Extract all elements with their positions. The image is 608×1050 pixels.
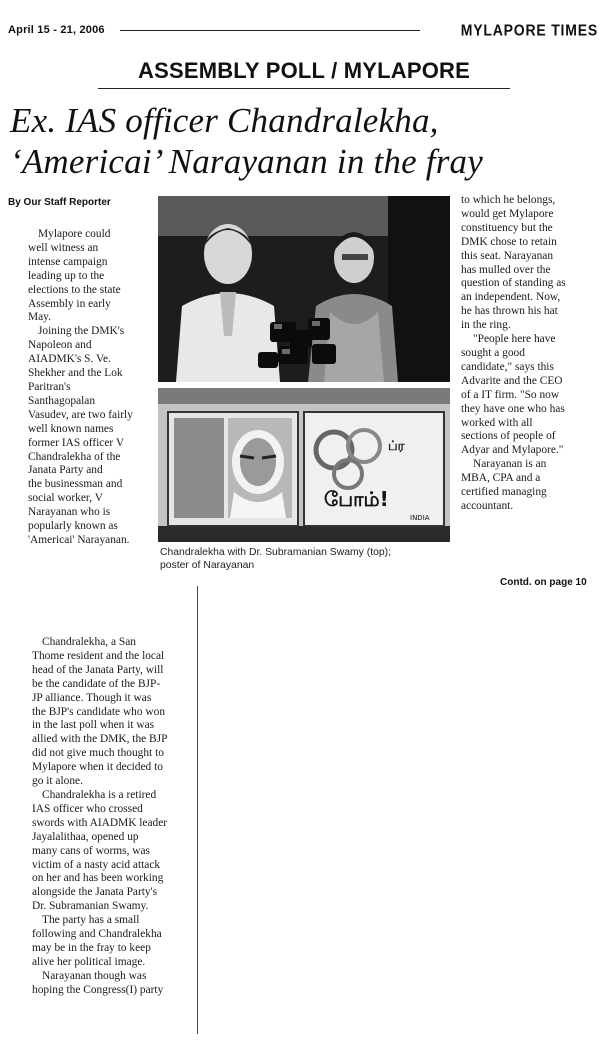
text-line: in the ring. [461, 319, 511, 332]
header-rule [120, 30, 420, 31]
text-line: Narayanan is an [473, 458, 547, 471]
text-line: Narayanan who is [28, 506, 111, 519]
text-line: intense campaign [28, 255, 108, 268]
byline: By Our Staff Reporter [8, 197, 111, 208]
text-line: Mylapore when it decided to [32, 761, 163, 774]
text-line: has mulled over the [461, 263, 551, 276]
text-line: go it alone. [32, 775, 83, 788]
text-line: hoping the Congress(I) party [32, 983, 164, 996]
text-line: sought a good [461, 346, 525, 359]
text-line: Joining the DMK's [38, 325, 125, 338]
text-line: popularly known as [28, 520, 118, 533]
text-line: JP alliance. Though it was [32, 691, 152, 704]
text-line: elections to the state [28, 283, 121, 296]
article-column-1 [28, 228, 158, 548]
text-line: "People here have [473, 333, 556, 346]
section-underline [98, 88, 510, 89]
text-line: be the candidate of the BJP- [32, 677, 161, 690]
text-line: constituency but the [461, 221, 553, 234]
text-line: MBA, CPA and a [461, 472, 541, 485]
headline [10, 100, 602, 182]
text-line: allied with the DMK, the BJP [32, 733, 168, 746]
poster-illustration [158, 388, 450, 542]
caption-line-1: Chandralekha with Dr. Subramanian Swamy (top); [160, 547, 392, 558]
text-line: the BJP's candidate who won [32, 705, 166, 718]
text-line: DMK chose to retain [461, 235, 557, 248]
text-line: certified managing [461, 486, 547, 499]
text-line: well witness an [28, 241, 99, 254]
text-line: The party has a small [42, 914, 140, 927]
text-line: Janata Party and [28, 464, 103, 477]
text-line: he has thrown his hat [461, 305, 558, 318]
text-line: did not give much thought to [32, 747, 164, 760]
text-line: May. [28, 311, 51, 324]
text-line: Adyar and Mylapore." [461, 444, 564, 457]
text-line: Paritran's [28, 380, 71, 393]
text-line: many cans of worms, was [32, 844, 150, 857]
section-title: ASSEMBLY POLL / MYLAPORE [137, 58, 470, 83]
newspaper-name: MYLAPORE TIMES [460, 21, 598, 39]
text-line: swords with AIADMK leader [32, 816, 168, 829]
narayanan-poster-photo [158, 388, 450, 542]
text-line: head of the Janata Party, will [32, 663, 164, 676]
text-line: Jayalalithaa, opened up [32, 830, 139, 843]
text-line: this seat. Narayanan [461, 249, 554, 262]
text-line: Santhagopalan [28, 394, 96, 407]
text-line: sections of people of [461, 430, 556, 443]
text-line: Chandralekha, a San [42, 636, 136, 648]
text-line: they have one who has [461, 402, 565, 415]
text-line: following and Chandralekha [32, 928, 162, 941]
headline-line-2: ‘Americai’ Narayanan in the fray [10, 142, 483, 181]
text-line: the businessman and [28, 478, 123, 491]
poster-text-3: INDIA [410, 514, 430, 522]
text-line: on her and has been working [32, 872, 164, 885]
text-line: Chandralekha of the [28, 450, 121, 463]
text-line: would get Mylapore [461, 207, 554, 220]
text-line: Thome resident and the local [32, 649, 165, 662]
text-line: former IAS officer V [28, 436, 125, 449]
article-column-3 [461, 194, 601, 514]
text-line: in the last poll when it was [32, 719, 155, 732]
text-line: Vasudev, are two fairly [28, 408, 133, 421]
text-line: to which he belongs, [461, 194, 556, 206]
text-line: worked with all [461, 416, 533, 429]
text-line: question of standing as [461, 277, 566, 290]
text-line: Napoleon and [28, 339, 92, 352]
poster-text-2: போம்! [324, 487, 389, 511]
text-line: social worker, V [28, 492, 103, 505]
poster-text-1: ப்ர [388, 439, 405, 454]
text-line: candidate," says this [461, 360, 554, 373]
text-line: of a IT firm. "So now [461, 388, 560, 401]
text-line: may be in the fray to keep [32, 941, 151, 954]
press-conference-illustration [158, 196, 450, 382]
text-line: Dr. Subramanian Swamy. [32, 900, 149, 913]
column-divider [197, 586, 198, 1034]
press-conference-photo [158, 196, 450, 382]
text-line: alive her political image. [32, 955, 146, 968]
text-line: leading up to the [28, 269, 105, 282]
text-line: Shekher and the Lok [28, 367, 123, 380]
article-column-1-continued [32, 636, 182, 998]
headline-line-1: Ex. IAS officer Chandralekha, [10, 101, 439, 140]
text-line: Mylapore could [38, 228, 111, 240]
caption-line-2: poster of Narayanan [160, 560, 255, 571]
text-line: IAS officer who crossed [32, 802, 143, 815]
text-line: 'Americai' Narayanan. [28, 533, 130, 546]
continued-note: Contd. on page 10 [500, 577, 587, 588]
text-line: Chandralekha is a retired [42, 788, 157, 801]
issue-date: April 15 - 21, 2006 [8, 24, 105, 36]
text-line: Advarite and the CEO [461, 374, 563, 387]
text-line: alongside the Janata Party's [32, 886, 158, 899]
text-line: Narayanan though was [42, 969, 147, 982]
text-line: an independent. Now, [461, 291, 561, 304]
text-line: Assembly in early [28, 297, 111, 310]
text-line: AIADMK's S. Ve. [28, 353, 111, 366]
text-line: well known names [28, 422, 114, 435]
text-line: accountant. [461, 499, 514, 512]
text-line: victim of a nasty acid attack [32, 858, 161, 871]
photo-caption [160, 546, 460, 572]
